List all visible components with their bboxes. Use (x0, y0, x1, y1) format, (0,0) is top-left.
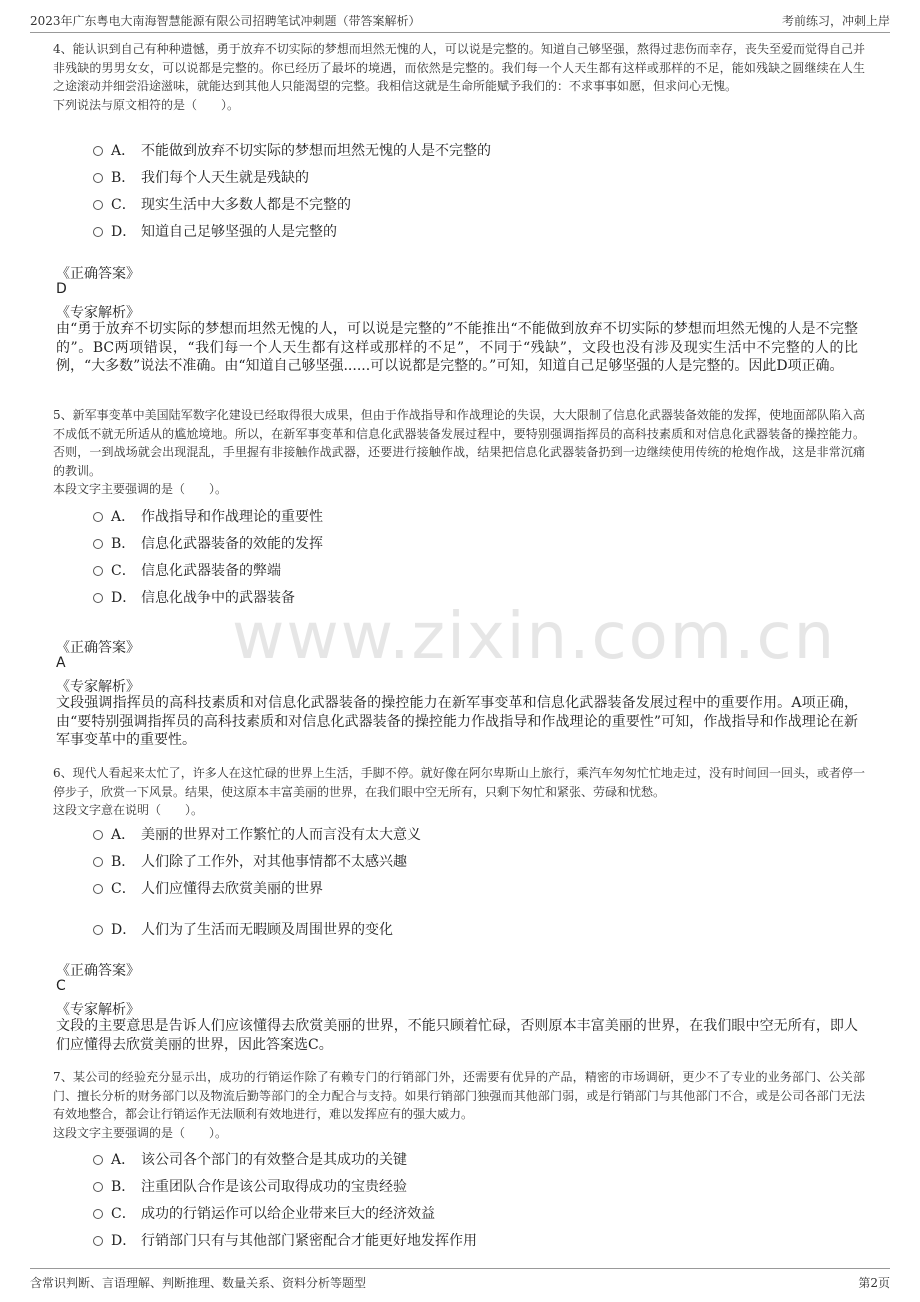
question-stem: 5、新军事变革中美国陆军数字化建设已经取得很大成果，但由于作战指导和作战理论的失误，大大限制了信息化武器装备效能的发挥，使地面部队陷入高不成低不就无所适从的尴尬境地。所以，在新军事变革和信息化武器装备发展过程中，要特别强调指挥员的高科技素质和对信息化武器装备的操控能力。否则，一到战场就会出现混乱，手里握有非接触作战武器，还要进行接触作战，结果把信息化武器装备扔到一边继续使用传统的枪炮作战，这是非常沉痛的教训。 (53, 408, 865, 478)
option-a[interactable]: A． 美丽的世界对工作繁忙的人而言没有太大意义 (93, 824, 421, 844)
page-number: 第2页 (858, 1276, 890, 1290)
answer-value: C (56, 978, 66, 994)
option-c[interactable]: C． 现实生活中大多数人都是不完整的 (93, 194, 351, 214)
option-b[interactable]: B． 信息化武器装备的效能的发挥 (93, 533, 323, 553)
option-d[interactable]: D． 行销部门只有与其他部门紧密配合才能更好地发挥作用 (93, 1230, 477, 1250)
footer-topics: 含常识判断、言语理解、判断推理、数量关系、资料分析等题型 (30, 1276, 367, 1290)
option-text: 我们每个人天生就是残缺的 (141, 170, 309, 186)
question-stem: 7、某公司的经验充分显示出，成功的行销运作除了有赖专门的行销部门外，还需要有优异的产品，精密的市场调研，更少不了专业的业务部门、公关部门、擅长分析的财务部门以及物流后勤等部门的全力配合与支持。如果行销部门独强而其他部门弱，或是行销部门与其他部门不合，或是公司各部门无法有效地整合，都会让行销运作无法顺利有效地进行，难以发挥应有的强大威力。 (53, 1070, 865, 1121)
question-7 (53, 1068, 865, 1249)
question-prompt: 下列说法与原文相符的是（ ）。 (53, 97, 240, 112)
option-text: 美丽的世界对工作繁忙的人而言没有太大意义 (141, 827, 421, 843)
header-slogan: 考前练习，冲刺上岸 (781, 14, 890, 28)
option-a[interactable]: A． 该公司各个部门的有效整合是其成功的关键 (93, 1149, 407, 1169)
explanation-label: 《专家解析》 (56, 305, 140, 321)
option-b[interactable]: B． 注重团队合作是该公司取得成功的宝贵经验 (93, 1176, 407, 1196)
option-text: 不能做到放弃不切实际的梦想而坦然无愧的人是不完整的 (141, 143, 491, 159)
option-text: 人们为了生活而无暇顾及周围世界的变化 (141, 922, 393, 938)
option-text: 人们除了工作外，对其他事情都不太感兴趣 (141, 854, 407, 870)
explanation-label: 《专家解析》 (56, 679, 140, 695)
explanation-label: 《专家解析》 (56, 1002, 140, 1018)
question-4 (53, 40, 865, 374)
explanation-text: 文段的主要意思是告诉人们应该懂得去欣赏美丽的世界，不能只顾着忙碌，否则原本丰富美丽的世界，在我们眼中空无所有，即人们应懂得去欣赏美丽的世界，因此答案选C。 (56, 1018, 858, 1053)
option-c[interactable]: C． 人们应懂得去欣赏美丽的世界 (93, 878, 323, 898)
radio-icon[interactable] (93, 830, 103, 840)
option-text: 信息化武器装备的效能的发挥 (141, 536, 323, 552)
option-a[interactable]: A． 不能做到放弃不切实际的梦想而坦然无愧的人是不完整的 (93, 140, 491, 160)
option-text: 人们应懂得去欣赏美丽的世界 (141, 881, 323, 897)
radio-icon[interactable] (93, 1155, 103, 1165)
answer-label: 《正确答案》 (56, 266, 140, 282)
option-text: 知道自己足够坚强的人是完整的 (141, 224, 337, 240)
option-c[interactable]: C． 信息化武器装备的弊端 (93, 560, 281, 580)
document-title: 2023年广东粤电大南海智慧能源有限公司招聘笔试冲刺题（带答案解析） (30, 14, 421, 28)
option-text: 作战指导和作战理论的重要性 (141, 509, 323, 525)
radio-icon[interactable] (93, 227, 103, 237)
option-a[interactable]: A． 作战指导和作战理论的重要性 (93, 506, 323, 526)
question-prompt: 这段文字意在说明（ ）。 (53, 803, 204, 817)
radio-icon[interactable] (93, 1209, 103, 1219)
option-text: 注重团队合作是该公司取得成功的宝贵经验 (141, 1179, 407, 1195)
option-d[interactable]: D． 知道自己足够坚强的人是完整的 (93, 221, 337, 241)
radio-icon[interactable] (93, 857, 103, 867)
question-6 (53, 764, 865, 1053)
radio-icon[interactable] (93, 566, 103, 576)
answer-label: 《正确答案》 (56, 640, 140, 656)
explanation-text: 由“勇于放弃不切实际的梦想而坦然无愧的人，可以说是完整的”不能推出“不能做到放弃不切实际的梦想而坦然无愧的人是不完整的”。BC两项错误，“我们每一个人天生都有这样或那样的不足”，不同于“残缺”，文段也没有涉及现实生活中不完整的人的比例，“大多数”说法不准确。由“知道自己够坚强......可以说都是完整的。”可知，知道自己足够坚强的人是完整的。因此D项正确。 (56, 321, 858, 374)
radio-icon[interactable] (93, 884, 103, 894)
radio-icon[interactable] (93, 200, 103, 210)
radio-icon[interactable] (93, 1236, 103, 1246)
watermark: www.zixin.com.cn (232, 600, 837, 674)
option-text: 行销部门只有与其他部门紧密配合才能更好地发挥作用 (141, 1233, 477, 1249)
option-text: 现实生活中大多数人都是不完整的 (141, 197, 351, 213)
option-text: 信息化战争中的武器装备 (141, 590, 295, 606)
option-c[interactable]: C． 成功的行销运作可以给企业带来巨大的经济效益 (93, 1203, 435, 1223)
answer-label: 《正确答案》 (56, 963, 140, 979)
radio-icon[interactable] (93, 593, 103, 603)
option-b[interactable]: B． 人们除了工作外，对其他事情都不太感兴趣 (93, 851, 407, 871)
radio-icon[interactable] (93, 512, 103, 522)
option-d[interactable]: D． 信息化战争中的武器装备 (93, 587, 295, 607)
option-b[interactable]: B． 我们每个人天生就是残缺的 (93, 167, 309, 187)
radio-icon[interactable] (93, 539, 103, 549)
answer-value: D (56, 281, 67, 297)
question-stem: 6、现代人看起来太忙了，许多人在这忙碌的世界上生活，手脚不停。就好像在阿尔卑斯山上旅行，乘汽车匆匆忙忙地走过，没有时间回一回头，或者停一停步子，欣赏一下风景。结果，使这原本丰富美丽的世界，在我们眼中空无所有，只剩下匆忙和紧张、劳碌和忧愁。 (53, 766, 865, 799)
option-d[interactable]: D． 人们为了生活而无暇顾及周围世界的变化 (93, 919, 393, 939)
option-text: 信息化武器装备的弊端 (141, 563, 281, 579)
question-prompt: 本段文字主要强调的是（ ）。 (53, 482, 228, 496)
radio-icon[interactable] (93, 1182, 103, 1192)
option-text: 成功的行销运作可以给企业带来巨大的经济效益 (141, 1206, 435, 1222)
page-footer (30, 1268, 890, 1293)
radio-icon[interactable] (93, 146, 103, 156)
question-stem: 4、能认识到自己有种种遗憾，勇于放弃不切实际的梦想而坦然无愧的人，可以说是完整的。知道自己够坚强，熬得过悲伤而幸存，丧失至爱而觉得自己并非残缺的男男女女，可以说都是完整的。你已经历了最坏的境遇，而依然是完整的。我们每一个人天生都有这样或那样的不足，能如残缺之圆继续在人生之途滚动并细尝沿途滋味，就能达到其他人只能渴望的完整。我相信这就是生命所能赋予我们的：不求事事如愿，但求问心无愧。 (53, 42, 865, 93)
radio-icon[interactable] (93, 925, 103, 935)
option-text: 该公司各个部门的有效整合是其成功的关键 (141, 1152, 407, 1168)
answer-value: A (56, 655, 66, 671)
radio-icon[interactable] (93, 173, 103, 183)
page-header (30, 10, 890, 33)
explanation-text: 文段强调指挥员的高科技素质和对信息化武器装备的操控能力在新军事变革和信息化武器装备发展过程中的重要作用。A项正确，由“要特别强调指挥员的高科技素质和对信息化武器装备的操控能力作战指导和作战理论的重要性”可知，作战指导和作战理论在新军事变革中的重要性。 (56, 695, 858, 748)
question-prompt: 这段文字主要强调的是（ ）。 (53, 1125, 228, 1140)
